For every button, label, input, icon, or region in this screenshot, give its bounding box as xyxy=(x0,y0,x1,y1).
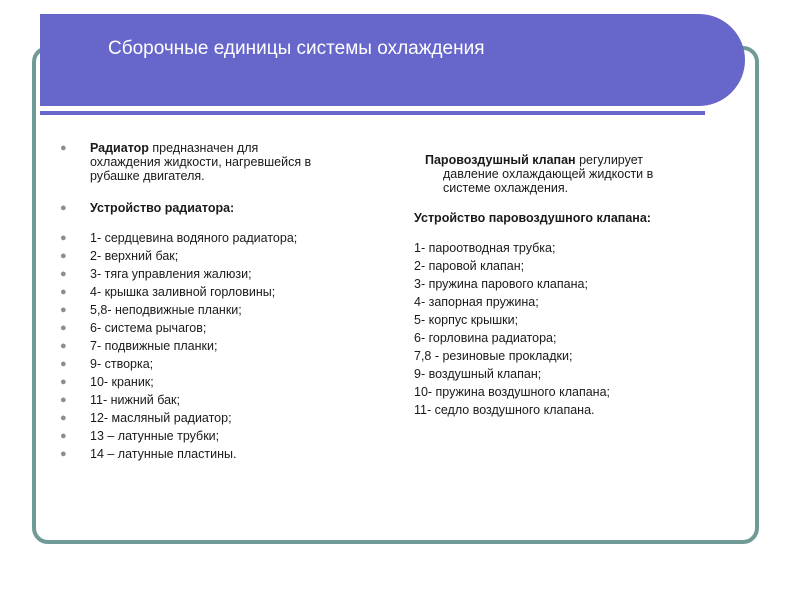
list-item xyxy=(60,231,390,249)
list-item-text: 13 – латунные трубки; xyxy=(90,429,220,443)
list-item-text: 4- запорная пружина; xyxy=(414,295,539,309)
list-item-text: 11- седло воздушного клапана. xyxy=(414,403,595,417)
list-item-text: 7- подвижные планки; xyxy=(90,339,218,353)
radiator-intro-line-3: рубашке двигателя. xyxy=(90,169,205,183)
list-item xyxy=(60,285,390,303)
list-item-text: 10- краник; xyxy=(90,375,154,389)
bullet-icon: ● xyxy=(60,268,67,280)
list-item xyxy=(60,267,390,285)
bullet-icon: ● xyxy=(60,322,67,334)
bullet-icon: ● xyxy=(60,412,67,424)
bullet-icon: ● xyxy=(60,142,67,154)
list-item-text: 11- нижний бак; xyxy=(90,393,180,407)
bullet-icon: ● xyxy=(60,340,67,352)
list-item xyxy=(414,367,734,385)
list-item-text: 2- паровой клапан; xyxy=(414,259,525,273)
list-item-text: 4- крышка заливной горловины; xyxy=(90,285,276,299)
bullet-icon: ● xyxy=(60,202,67,214)
list-item xyxy=(414,403,734,421)
list-item xyxy=(60,303,390,321)
list-item xyxy=(414,295,734,313)
list-item-text: 6- система рычагов; xyxy=(90,321,207,335)
valve-heading: Устройство паровоздушного клапана: xyxy=(414,211,651,225)
list-item-text: 3- тяга управления жалюзи; xyxy=(90,267,252,281)
list-item xyxy=(414,241,734,259)
list-item-text: 1- сердцевина водяного радиатора; xyxy=(90,231,298,245)
bullet-icon: ● xyxy=(60,448,67,460)
list-item-text: 7,8 - резиновые прокладки; xyxy=(414,349,573,363)
list-item xyxy=(60,447,390,465)
valve-intro-line-1: регулирует xyxy=(575,153,643,167)
list-item xyxy=(60,393,390,411)
list-item xyxy=(60,375,390,393)
list-item xyxy=(60,429,390,447)
list-item xyxy=(60,411,390,429)
radiator-parts-list xyxy=(60,231,390,465)
right-column xyxy=(414,153,734,421)
list-item xyxy=(414,259,734,277)
list-item-text: 6- горловина радиатора; xyxy=(414,331,557,345)
list-item xyxy=(414,277,734,295)
list-item-text: 12- масляный радиатор; xyxy=(90,411,232,425)
list-item-text: 10- пружина воздушного клапана; xyxy=(414,385,610,399)
bullet-icon: ● xyxy=(60,286,67,298)
list-item-text: 14 – латунные пластины. xyxy=(90,447,237,461)
list-item xyxy=(414,385,734,403)
slide-title: Сборочные единицы системы охлаждения xyxy=(108,38,485,59)
bullet-icon: ● xyxy=(60,358,67,370)
radiator-heading-text: Устройство радиатора: xyxy=(90,201,235,215)
list-item-text: 3- пружина парового клапана; xyxy=(414,277,588,291)
list-item xyxy=(414,331,734,349)
bullet-icon: ● xyxy=(60,232,67,244)
valve-intro-line-2: давление охлаждающей жидкости в xyxy=(443,167,654,181)
left-column xyxy=(60,141,390,465)
title-band xyxy=(40,14,745,106)
bullet-icon: ● xyxy=(60,304,67,316)
list-item-text: 5- корпус крышки; xyxy=(414,313,519,327)
list-item-text: 9- створка; xyxy=(90,357,154,371)
list-item-text: 1- пароотводная трубка; xyxy=(414,241,556,255)
radiator-term: Радиатор xyxy=(90,141,149,155)
bullet-icon: ● xyxy=(60,394,67,406)
radiator-heading xyxy=(60,201,390,215)
list-item-text: 9- воздушный клапан; xyxy=(414,367,542,381)
valve-intro xyxy=(414,153,734,195)
valve-intro-line-3: системе охлаждения. xyxy=(443,181,569,195)
bullet-icon: ● xyxy=(60,376,67,388)
radiator-intro-line-1: предназначен для xyxy=(148,141,259,155)
list-item-text: 2- верхний бак; xyxy=(90,249,179,263)
valve-parts-list xyxy=(414,241,734,421)
list-item xyxy=(414,349,734,367)
radiator-intro xyxy=(60,141,390,183)
radiator-intro-line-2: охлаждения жидкости, нагревшейся в xyxy=(90,155,312,169)
bullet-icon: ● xyxy=(60,250,67,262)
list-item xyxy=(60,321,390,339)
list-item xyxy=(414,313,734,331)
list-item xyxy=(60,339,390,357)
list-item-text: 5,8- неподвижные планки; xyxy=(90,303,242,317)
list-item xyxy=(60,357,390,375)
valve-term: Паровоздушный клапан xyxy=(425,153,576,167)
bullet-icon: ● xyxy=(60,430,67,442)
list-item xyxy=(60,249,390,267)
